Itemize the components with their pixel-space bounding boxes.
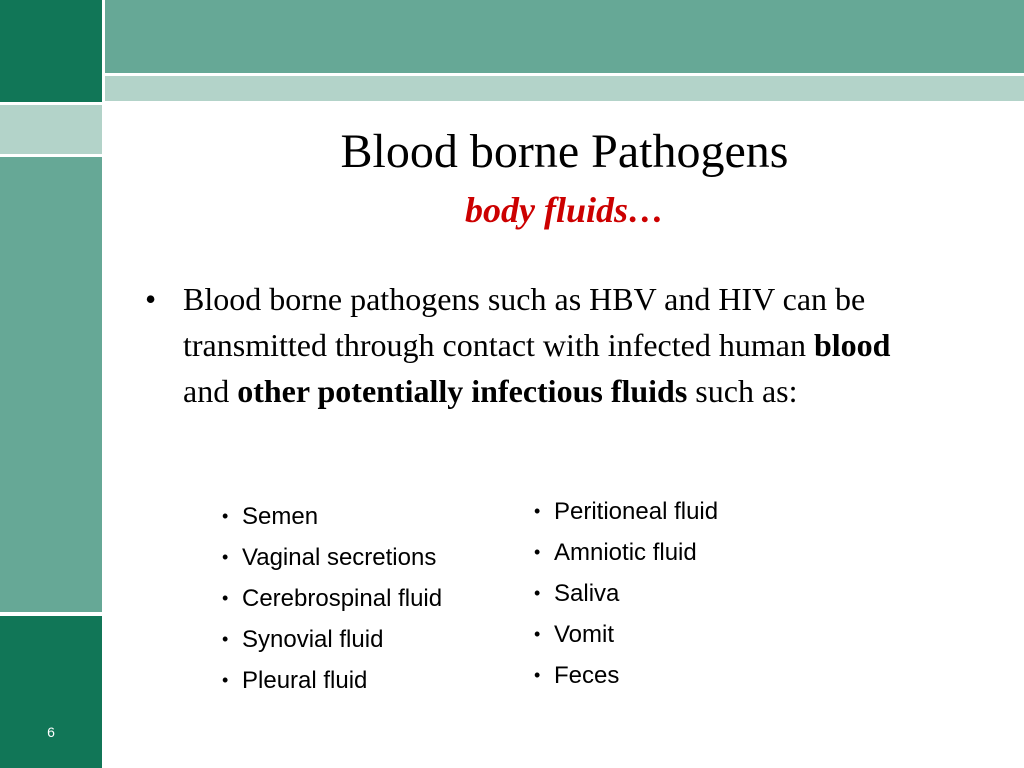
decor-band-light — [105, 76, 1024, 101]
bullet-text-part: such as: — [687, 373, 798, 409]
list-item — [534, 573, 718, 614]
bullet-dot: • — [222, 670, 229, 690]
bullet-bold-other-fluids: other potentially infectious fluids — [237, 373, 688, 409]
list-item — [222, 578, 442, 619]
fluid-item-label: Semen — [242, 503, 319, 530]
bullet-dot: • — [222, 547, 229, 567]
decor-band-top — [105, 0, 1024, 73]
bullet-dot: • — [534, 501, 541, 521]
decor-block-left-light — [0, 105, 102, 154]
list-item — [222, 537, 442, 578]
slide-subtitle: body fluids… — [464, 190, 664, 230]
fluid-list-left — [222, 496, 442, 701]
list-item — [534, 532, 718, 573]
fluid-item-label: Amniotic fluid — [554, 539, 697, 566]
bullet-text-part: and — [183, 373, 238, 409]
list-item — [222, 496, 442, 537]
fluid-item-label: Saliva — [554, 580, 620, 607]
list-item — [534, 614, 718, 655]
bullet-dot: • — [145, 281, 157, 317]
fluid-item-label: Peritioneal fluid — [554, 498, 719, 525]
list-item — [222, 660, 442, 701]
list-item — [534, 491, 718, 532]
bullet-dot: • — [534, 665, 541, 685]
main-bullet-text — [183, 276, 935, 414]
fluid-list-right — [534, 491, 718, 696]
main-bullet — [145, 276, 935, 414]
bullet-dot: • — [534, 583, 541, 603]
bullet-dot: • — [222, 629, 229, 649]
fluid-item-label: Vaginal secretions — [242, 544, 437, 571]
bullet-dot: • — [534, 542, 541, 562]
slide-title: Blood borne Pathogens — [340, 125, 789, 178]
list-item — [222, 619, 442, 660]
bullet-text-part: Blood borne pathogens such as HBV and HIV can be transmitted through contact with infected human — [183, 281, 866, 363]
bullet-dot: • — [222, 588, 229, 608]
bullet-dot: • — [222, 506, 229, 526]
decor-block-left-mid — [0, 157, 102, 612]
fluid-item-label: Vomit — [554, 621, 615, 648]
fluid-item-label: Cerebrospinal fluid — [242, 585, 443, 612]
slide-number: 6 — [47, 724, 55, 740]
fluid-item-label: Pleural fluid — [242, 667, 368, 694]
fluid-item-label: Synovial fluid — [242, 626, 384, 653]
decor-block-top-left — [0, 0, 102, 102]
decor-block-bottom-left — [0, 616, 102, 768]
list-item — [534, 655, 718, 696]
fluid-item-label: Feces — [554, 662, 620, 689]
bullet-bold-blood: blood — [813, 327, 891, 363]
bullet-dot: • — [534, 624, 541, 644]
